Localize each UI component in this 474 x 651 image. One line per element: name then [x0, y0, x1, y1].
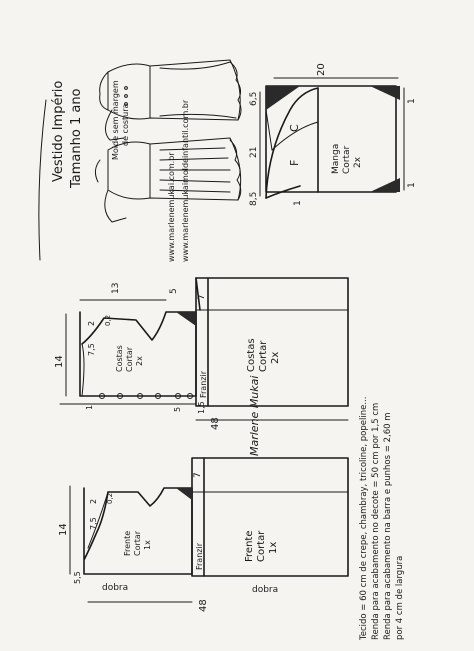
- back-franzir: Franzir: [199, 371, 208, 398]
- notes-line4: por 4 cm de largura: [395, 555, 405, 640]
- sleeve-dim-m2: 1: [407, 182, 417, 188]
- front-dim-h7: 7: [193, 472, 203, 478]
- url-1-text: www.marlenemukai.com.br: [167, 152, 176, 262]
- notes-line3: Renda para acabamento na barra e punhos = 2,60 m: [383, 412, 393, 640]
- sleeve-dim-m1: 1: [407, 98, 417, 104]
- front-franzir: Franzir: [195, 543, 204, 570]
- back-skirt-label: [246, 338, 281, 372]
- front-bodice-label: [123, 530, 152, 556]
- sleeve-label-2: Cortar: [342, 145, 352, 174]
- signature-text: Marlene Mukai: [248, 375, 261, 456]
- title-block: [51, 81, 84, 189]
- back-dim-width: 14: [54, 355, 65, 368]
- back-dim-h13: 13: [111, 282, 121, 294]
- back-bodice-label-2: Cortar: [125, 346, 134, 372]
- sleeve-f-mark: F: [288, 159, 301, 166]
- sleeve-label: [331, 144, 363, 174]
- front-skirt-label-1: Frente: [244, 530, 255, 562]
- front-skirt-label: [244, 530, 279, 562]
- url-2: [181, 99, 190, 262]
- sleeve-dim-left-b: 21: [249, 146, 259, 158]
- url-2-text: www.marlenemukaimoldeinfantil.com.br: [181, 99, 190, 262]
- back-dim-d02: 0,2: [104, 314, 112, 326]
- back-bodice-label-3: 2x: [135, 356, 144, 366]
- front-bodice-label-3: 1x: [143, 540, 152, 550]
- sleeve-c-mark: C: [288, 124, 301, 132]
- notes-line1: Tecido = 60 cm de crepe, chambray, tricoline, popeline...: [359, 396, 369, 640]
- front-skirt-label-3: 1x: [268, 541, 279, 554]
- back-dim-d1: 1: [85, 404, 94, 410]
- mold-note-line1: Molde sem margem: [111, 80, 120, 160]
- sleeve-dim-cuff: 1: [293, 200, 303, 206]
- front-dim-w48: 48: [198, 599, 209, 612]
- title-underline: [39, 100, 46, 260]
- back-dim-h7: 7: [197, 294, 207, 300]
- front-dobra-bodice: dobra: [102, 583, 129, 593]
- back-bodice-label: [115, 345, 144, 372]
- url-1: [167, 152, 176, 262]
- mold-note: [111, 80, 130, 160]
- front-pattern: [58, 458, 348, 612]
- title-line1: Vestido Império: [51, 80, 66, 182]
- back-dim-d15: 1,5: [197, 401, 206, 414]
- sleeve-dim-left-a: 6,5: [249, 91, 259, 106]
- front-dim-d55: 5,5: [73, 571, 82, 584]
- sleeve-dim-left-c: 8,5: [249, 191, 259, 206]
- back-bodice-label-1: Costas: [115, 345, 124, 372]
- back-skirt-label-2: Cortar: [258, 340, 269, 372]
- front-dim-width: 14: [58, 523, 69, 536]
- front-bodice-label-2: Cortar: [133, 530, 142, 556]
- back-dim-d2: 2: [87, 320, 96, 326]
- back-skirt-label-3: 2x: [270, 351, 281, 364]
- notes-line2: Renda para acabamento no decote = 50 cm por 1,5 cm: [371, 402, 381, 640]
- back-dim-d75: 7,5: [87, 343, 96, 356]
- sleeve-dim-top: 20: [316, 63, 327, 76]
- front-bodice-label-1: Frente: [123, 530, 132, 556]
- sleeve-label-1: Manga: [331, 143, 341, 174]
- front-skirt-label-2: Cortar: [256, 530, 267, 562]
- sleeve-label-3: 2x: [353, 156, 363, 168]
- front-dim-d2: 2: [89, 498, 98, 504]
- front-dobra-skirt: dobra: [252, 585, 279, 595]
- back-dim-h5: 5: [169, 288, 179, 294]
- sleeve-pattern: [249, 63, 417, 206]
- signature: [248, 376, 261, 456]
- back-dim-w5: 5: [173, 406, 182, 412]
- mold-note-line2: de costura: [121, 103, 130, 146]
- title-line2: Tamanho 1 ano: [69, 88, 84, 188]
- fabric-notes: [359, 397, 405, 641]
- back-dim-w48: 48: [210, 417, 221, 430]
- front-dim-d75: 7,5: [89, 517, 98, 530]
- back-pattern: [54, 278, 348, 430]
- back-skirt-label-1: Costas: [246, 338, 257, 372]
- front-dim-d02: 0,2: [106, 492, 114, 504]
